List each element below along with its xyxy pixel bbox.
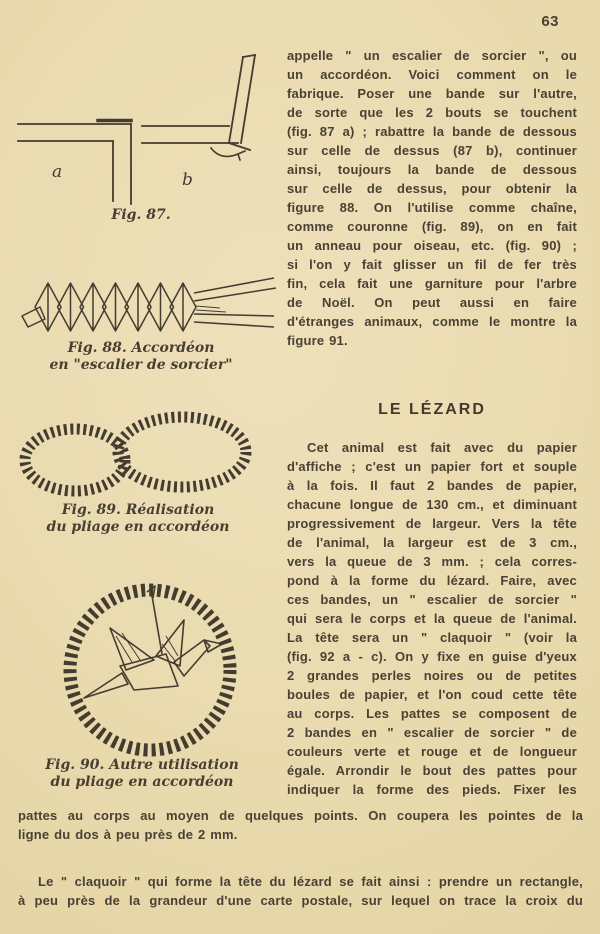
paragraph-lezard — [287, 438, 577, 799]
text-line: pond à la forme du lézard. Faire, avec — [287, 573, 577, 588]
text-line: ligne du dos à peu près de 2 mm. — [18, 827, 238, 842]
paragraph-overflow — [18, 806, 583, 844]
text-line: couleurs verte et rouge et de longueur — [287, 744, 577, 759]
text-line: figure 91. — [287, 333, 348, 348]
text-line: ces bandes, un " escalier de sorcier " — [287, 592, 577, 607]
fig90-caption — [10, 757, 274, 791]
text-line: 2 bandes en " escalier de sorcier " de — [287, 725, 577, 740]
text-line: La tête sera un " claquoir " (voir la — [287, 630, 577, 645]
text-line: Fig. 90. Autre utilisation — [45, 757, 239, 773]
text-line: (fig. 92 a - c). On y fixe en guise d'yeux — [287, 649, 577, 664]
bottom-text — [18, 806, 583, 910]
text-line: à peu près de la grandeur d'une carte postale, sur lequel on trace la croix du — [18, 893, 583, 908]
text-line: du pliage en accordéon — [50, 774, 234, 790]
text-line: Fig. 87. — [111, 207, 171, 223]
text-line: Cet animal est fait avec du papier — [307, 440, 577, 455]
text-line: sur celle de dessus, pour obtenir la — [287, 181, 577, 196]
fig90-ring-bird-illustration — [14, 578, 278, 760]
text-line: indiquer la forme des pieds. Fixer les — [287, 782, 577, 797]
text-line: vers la queue de 3 mm. ; cela corres- — [287, 554, 577, 569]
text-line: 2 grandes perles noires ou de petites — [287, 668, 577, 683]
fig89-rings-illustration — [2, 408, 278, 506]
paragraph-escalier — [287, 46, 577, 350]
text-line: progressivement de largeur. Vers la tête — [287, 516, 577, 531]
paragraph-claquoir — [18, 872, 583, 910]
text-line: fin, cela fait une garniture pour l'arbre — [287, 276, 577, 291]
text-line: au corps. Les pattes se composent de — [287, 706, 577, 721]
text-line: en "escalier de sorcier" — [49, 357, 233, 373]
text-line: appelle " un escalier de sorcier ", ou — [287, 48, 577, 63]
text-line: de l'animal, la largeur est de 3 cm., — [287, 535, 577, 550]
text-line: figure 88. On l'utilise comme chaîne, — [287, 200, 577, 215]
text-line: qui sera le corps et la queue de l'animal. — [287, 611, 577, 626]
text-line: Fig. 88. Accordéon — [67, 340, 215, 356]
text-line: chacune longue de 130 cm., et diminuant — [287, 497, 577, 512]
text-line: du pliage en accordéon — [46, 519, 230, 535]
fig87-label-a: a — [52, 162, 63, 182]
fig89-drawing — [2, 408, 278, 506]
text-line: un accordéon. Voici comment on le — [287, 67, 577, 82]
text-line: de sorte que les 2 bouts se touchent — [287, 105, 577, 120]
text-line: un anneau pour oiseau, etc. (fig. 90) ; — [287, 238, 577, 253]
fig87-caption — [10, 207, 272, 224]
text-line: si l'on y fait glisser un fil de fer très — [287, 257, 577, 272]
fig88-accordion-illustration — [16, 276, 280, 338]
section-heading: LE LÉZARD — [378, 401, 486, 418]
text-line: égale. Arrondir le bout des pattes pour — [287, 763, 577, 778]
text-line: de Noël. On peut aussi en faire — [287, 295, 577, 310]
text-line: fabrique. Poser une bande sur l'autre, — [287, 86, 577, 101]
text-line: sur celle de dessus (87 b), continuer — [287, 143, 577, 158]
text-line: boules de papier, et l'on coud cette tête — [287, 687, 577, 702]
text-line: Le " claquoir " qui forme la tête du lézard se fait ainsi : prendre un rectangle, — [38, 874, 583, 889]
fig89-caption — [0, 502, 276, 536]
text-line: comme couronne (fig. 89), on en fait — [287, 219, 577, 234]
text-column — [287, 46, 577, 799]
text-line: d'étranges animaux, comme le montre la — [287, 314, 577, 329]
fig88-drawing — [16, 276, 280, 338]
fig87-label-b: b — [182, 170, 193, 190]
page-number: 63 — [541, 13, 559, 30]
fig90-drawing — [14, 578, 278, 760]
fig87-strips-illustration — [12, 45, 272, 205]
text-line: d'affiche ; c'est un papier fort et souple — [287, 459, 577, 474]
text-line: à la fois. Il faut 2 bandes de papier, — [287, 478, 577, 493]
fig87-drawing — [12, 45, 272, 205]
text-line: pattes au corps au moyen de quelques points. On coupera les pointes de la — [18, 808, 583, 823]
text-line: Fig. 89. Réalisation — [61, 502, 215, 518]
fig88-caption — [10, 340, 272, 374]
text-line: (fig. 87 a) ; rabattre la bande de dessous — [287, 124, 577, 139]
text-line: ainsi, toujours la bande de dessous — [287, 162, 577, 177]
